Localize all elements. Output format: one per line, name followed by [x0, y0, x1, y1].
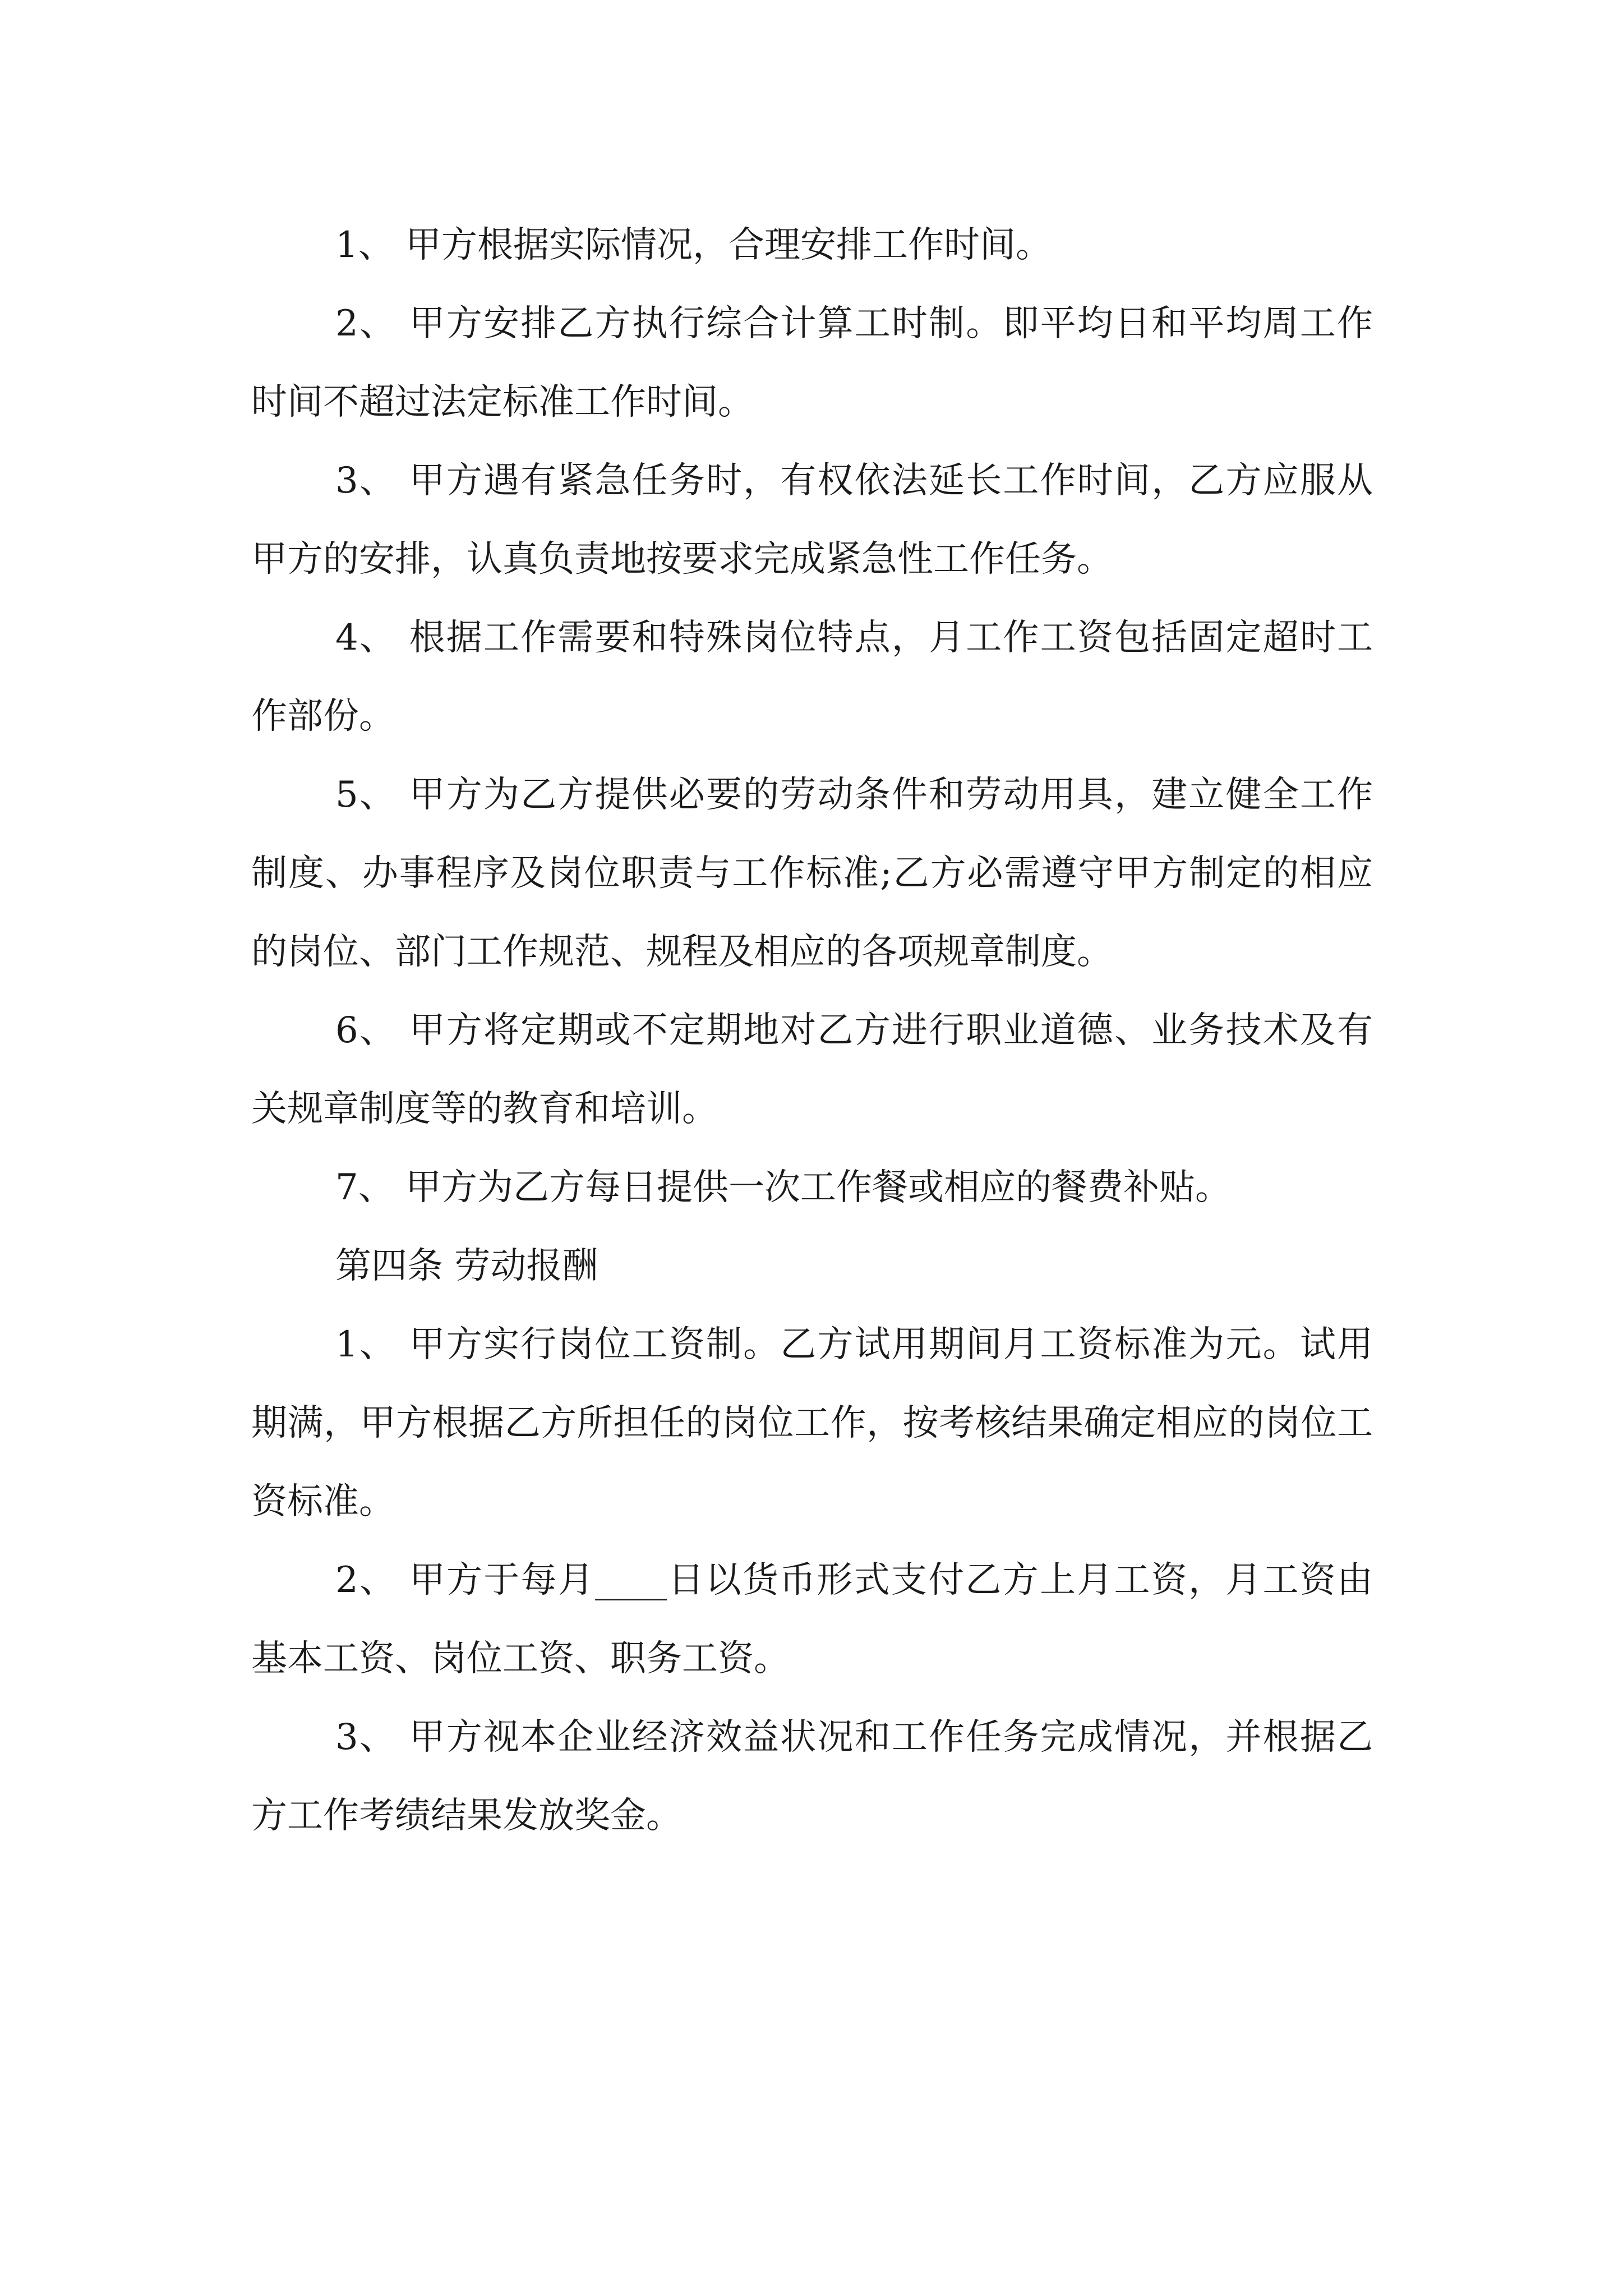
paragraph-4: 4、 根据工作需要和特殊岗位特点，月工作工资包括固定超时工作部份。 [251, 617, 1373, 737]
section-paragraph-1: 1、 甲方实行岗位工资制。乙方试用期间月工资标准为元。试用期满，甲方根据乙方所担任的岗位工作，按考核结果确定相应的岗位工资标准。 [251, 1324, 1373, 1522]
paragraph-2: 2、 甲方安排乙方执行综合计算工时制。即平均日和平均周工作时间不超过法定标准工作时间。 [251, 303, 1373, 423]
paragraph-7: 7、 甲方为乙方每日提供一次工作餐或相应的餐费补贴。 [335, 1167, 1232, 1208]
paragraph-1: 1、 甲方根据实际情况，合理安排工作时间。 [335, 224, 1052, 266]
section-paragraph-3: 3、 甲方视本企业经济效益状况和工作任务完成情况，并根据乙方工作考绩结果发放奖金。 [251, 1717, 1373, 1837]
paragraph-3: 3、 甲方遇有紧急任务时，有权依法延长工作时间，乙方应服从甲方的安排，认真负责地按要求完成紧急性工作任务。 [251, 460, 1373, 580]
section-paragraph-2: 2、 甲方于每月____日以货币形式支付乙方上月工资，月工资由基本工资、岗位工资、职务工资。 [251, 1559, 1373, 1680]
section-heading: 第四条 劳动报酬 [335, 1245, 598, 1287]
paragraph-6: 6、 甲方将定期或不定期地对乙方进行职业道德、业务技术及有关规章制度等的教育和培训。 [251, 1010, 1373, 1130]
document-page [251, 206, 1373, 1855]
paragraph-5: 5、 甲方为乙方提供必要的劳动条件和劳动用具，建立健全工作制度、办事程序及岗位职责与工作标准;乙方必需遵守甲方制定的相应的岗位、部门工作规范、规程及相应的各项规章制度。 [251, 774, 1373, 973]
